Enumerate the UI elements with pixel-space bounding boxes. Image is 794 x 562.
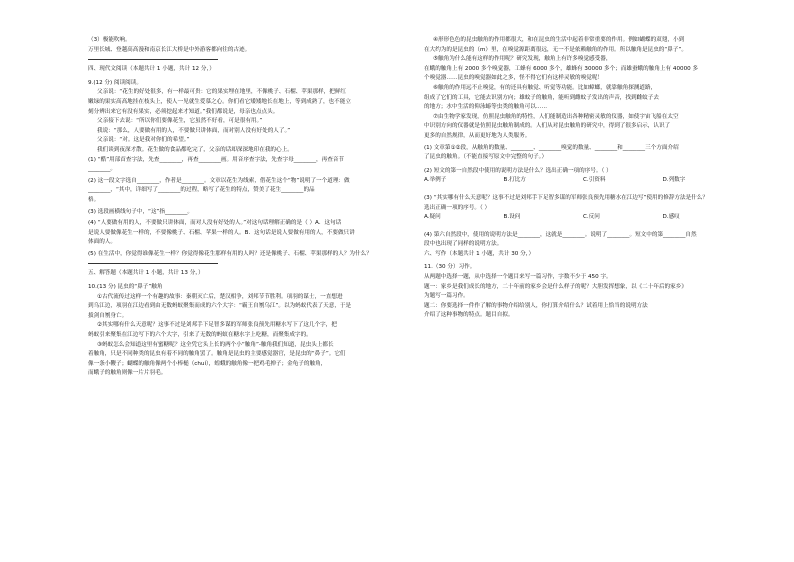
question-line: 是说人要做像花生一样的，不要像桃子、石榴、苹果一样的人。B．这句话是说人要做有用的人，不要做只讲 xyxy=(88,229,355,236)
choice-option[interactable]: C.引资料 xyxy=(583,177,606,184)
choice-option[interactable]: C.反问 xyxy=(583,214,600,221)
choice-option[interactable]: D.列数字 xyxy=(662,177,686,184)
question-line: 了昆虫的触角。（不能直接写原文中完整的句子。） xyxy=(424,154,548,161)
section-7-header: 六、写作（本题共计 1 小题，共计 30 分，） xyxy=(424,250,535,257)
question-line: (3) 选段画横线句子中，“这”指________。 xyxy=(88,208,193,215)
question-line: 段中也出现了同样的说明方法。 xyxy=(424,241,503,248)
question-line: (1) “酷”用部首查字法，先查________，再查________画。用音序查字法，先查字母________，再查音节 xyxy=(88,156,345,163)
question-11-header: 11.（30 分）习作。 xyxy=(424,264,476,271)
question-line: ________。 xyxy=(88,166,116,173)
passage-line: 着触角，只是不同种类的昆虫有着不同的触角罢了。触角是昆虫的主要感觉器官，是昆虫的“鼻子”。它们 xyxy=(88,351,346,358)
passage-line: 父亲说：“花生的好处很多，有一样最可贵：它的果实埋在地里，不像桃子、石榴、苹果那样，把鲜红 xyxy=(97,89,347,96)
right-column xyxy=(424,36,742,321)
passage-line: 组成了它们的工具，它能去识别方向；雄蚊子的触角，能听到雌蚊子发出的声音，找到雌蚊子去 xyxy=(424,94,659,101)
passage-line: 中识别方向的仪器就是仿照昆虫触角制成的。人们从对昆虫触角的研究中，得到了很多启示，认识了 xyxy=(424,123,671,130)
passage-line: 更多的自然规律，从而更好地为人类服务。 xyxy=(424,132,531,139)
choice-option[interactable]: A.疑问 xyxy=(424,214,441,221)
passage-line: ⑥触角的作用远不止嗅觉，有的还具有触觉、听觉等功能。比如蟑螂，就靠触角探测道路， xyxy=(433,84,657,91)
passage-line: 而蛾子的触角则像一片片羽毛。 xyxy=(88,370,167,377)
prompt-line: 题二：你要选择一件作了解的事物介绍给别人，你打算介绍什么？试着用上恰当的说明方法 xyxy=(424,302,648,309)
question-9-header: 9.(12 分) 阅读阅读。 xyxy=(88,79,142,86)
passage-line: 父亲接下去说：“所以你们要像花生，它虽然不好看，可是很有用。” xyxy=(97,118,263,125)
passage-line: ④形形色色的昆虫触角的作用都很大，和在昆虫的生活中起着非常重要的作用。例如蝴蝶的双翅，小到 xyxy=(433,37,685,43)
question-line: ________，“其中，详细写了________的过程，略写了花生的特点，赞美了花生________的品 xyxy=(88,187,315,194)
passage-line: 在蛾的触角上有 2000 多个嗅觉器，工蜂有 6000 多个，雄蜂有 30000 多个；而雄蚕蛾的触角上有 40000 多 xyxy=(424,65,699,72)
question-line: 选出正确一项的序号。（ ） xyxy=(424,204,491,211)
passage-line: 到乌江边，项羽在江边看到由无数蚂蚁聚集而成的六个大字：“霸王自刎乌江”。以为蚂蚁代表了天意，于是 xyxy=(88,303,352,310)
intro-line: （3）极能吹响。 xyxy=(88,37,131,43)
section-5-header: 五、解答题（本题共计 1 小题，共计 13 分，） xyxy=(88,270,204,277)
passage-line: 嫩绿的果实高高地挂在枝头上，使人一见就生爱慕之心。你们看它矮矮地长在地上，等到成熟了，也不能立 xyxy=(88,98,351,105)
question-line: (4) “人要做有用的人，不要做只讲体面，而对人没有好处的人。”对这句话理解正确的是（ ）A．这句话 xyxy=(88,220,342,227)
question-line: 格。 xyxy=(88,196,100,203)
left-column xyxy=(88,36,410,379)
passage-line: ②其实哪有什么天意呢？这事不过是刘邦手下足智多谋的军师张良预先用糖水写下了这几个字，把 xyxy=(97,322,337,329)
answer-line xyxy=(88,59,218,60)
prompt-line: 题一：家乡是我们成长的地方，二十年前的家乡会是什么样子的呢？大胆发挥想象，以《二十年后的家乡》 xyxy=(424,283,687,290)
question-line: (1) 文章第①②段，从触角的数量、________、________嗅觉的数量、________和________三个方面介绍 xyxy=(424,144,679,151)
passage-line: 我说：“那么，人要做有用的人，不要做只讲体面，而对别人没有好处的人了。” xyxy=(97,127,291,134)
question-line: (5) 在生活中，你觉得谁像花生一样？你觉得像花生那样有用的人吗？还是像桃子、石榴、苹果那样的人？为什么？ xyxy=(88,250,372,257)
question-10-header: 10.(13 分) 昆虫的“鼻子”触角 xyxy=(88,284,163,291)
choice-option[interactable]: B.打比方 xyxy=(503,177,526,184)
passage-line: 像一条小鞭子；蝴蝶的触角像两个小棒槌（chuí），蝗蛾的触角像一把鸡毛掸子；金龟子的触角， xyxy=(88,360,327,367)
passage-line: ①古代流传过这样一个有趣的故事：秦朝灭亡后，楚汉相争，刘邦节节胜利。项羽的谋士，一直想进 xyxy=(97,293,343,300)
passage-line: 蚂蚁引来聚集在江边写下的六个大字，引来了无数的蚂蚁在糖水字上吃糖，而聚集成字的。 xyxy=(88,332,312,339)
passage-line: 我们谈到夜深才散。花生做的食品都吃完了，父亲的话却深深地印在我的心上。 xyxy=(97,146,293,153)
intro-line: 万里长城、登越高高漫和南京长江大桥是中外游客都向往的古迹。 xyxy=(88,46,251,53)
passage-line: ⑤触角为什么能有这样的作用呢？研究发现，触角上有许多嗅觉感受器， xyxy=(433,56,612,63)
question-line: (3) “其实哪有什么天意呢？这事不过是刘邦手下足智多谋的军师张良预先用糖水在江边写”使用的修辞方法是什么？ xyxy=(424,194,708,201)
prompt-line: 从两题中选择一题，从中选择一个题目来写一篇习作，字数不少于 450 字。 xyxy=(424,274,612,281)
passage-line: 在大约为的是昆虫的（m）里，在嗅觉源距离很远，无一不是依赖触角的作用。所以触角是昆虫的“鼻子”。 xyxy=(424,46,687,53)
choice-row xyxy=(424,213,742,223)
passage-line: ③蚂蚁怎么会知道这里有蜜糖呢？这全凭它头上长的两个小“触角”-触角我们知道，昆虫头上都长 xyxy=(97,341,334,348)
prompt-line: 介绍了这种事物的特点。题目自拟。 xyxy=(424,312,514,319)
choice-option[interactable]: A.举例子 xyxy=(424,177,447,184)
question-line: (2) 短文的第一自然段中使用的说明方法是什么？选出正确一项的序号。（ ） xyxy=(424,167,612,174)
section-4-header: 四、现代文阅读（本题共计 1 小题，共计 12 分，） xyxy=(88,66,215,73)
passage-line: 个嗅觉器……昆虫的嗅觉器如此之多，怪不得它们有这样灵敏的嗅觉呢！ xyxy=(424,75,604,82)
question-line: (4) 第六自然段中，使用的说明方法是________，这就是________。说明了________。短文中的第________自然 xyxy=(424,231,697,238)
passage-line: 的地方；水中生活的仰泳蝽等虫类的触角可以…… xyxy=(424,104,548,111)
choice-row xyxy=(424,176,742,186)
question-line: 体面的人。 xyxy=(88,239,116,246)
passage-line: 父亲说：“对。这是我对你们的希望。” xyxy=(97,137,190,144)
choice-option[interactable]: D.感叹 xyxy=(662,214,680,221)
answer-line xyxy=(88,263,218,264)
passage-line: ⑦由生物学家发现，仿照昆虫触角的特性，人们能制造出各种精密灵敏的仪器，如使宇宙飞船在太空 xyxy=(433,113,679,120)
passage-line: 拔剑自刎身亡。 xyxy=(88,312,128,319)
question-line: (2) 这一段文字选自________，作者是________。文章以花生为线索，借花生这个“物”说明了一个道理：做 xyxy=(88,177,350,184)
prompt-line: 为题写一篇习作。 xyxy=(424,293,469,300)
choice-option[interactable]: B.设问 xyxy=(503,214,521,221)
passage-line: 刻分辨出来它有没有果实，必须挖起来才知道。”我们都说是，母亲也点点头。 xyxy=(88,108,279,115)
